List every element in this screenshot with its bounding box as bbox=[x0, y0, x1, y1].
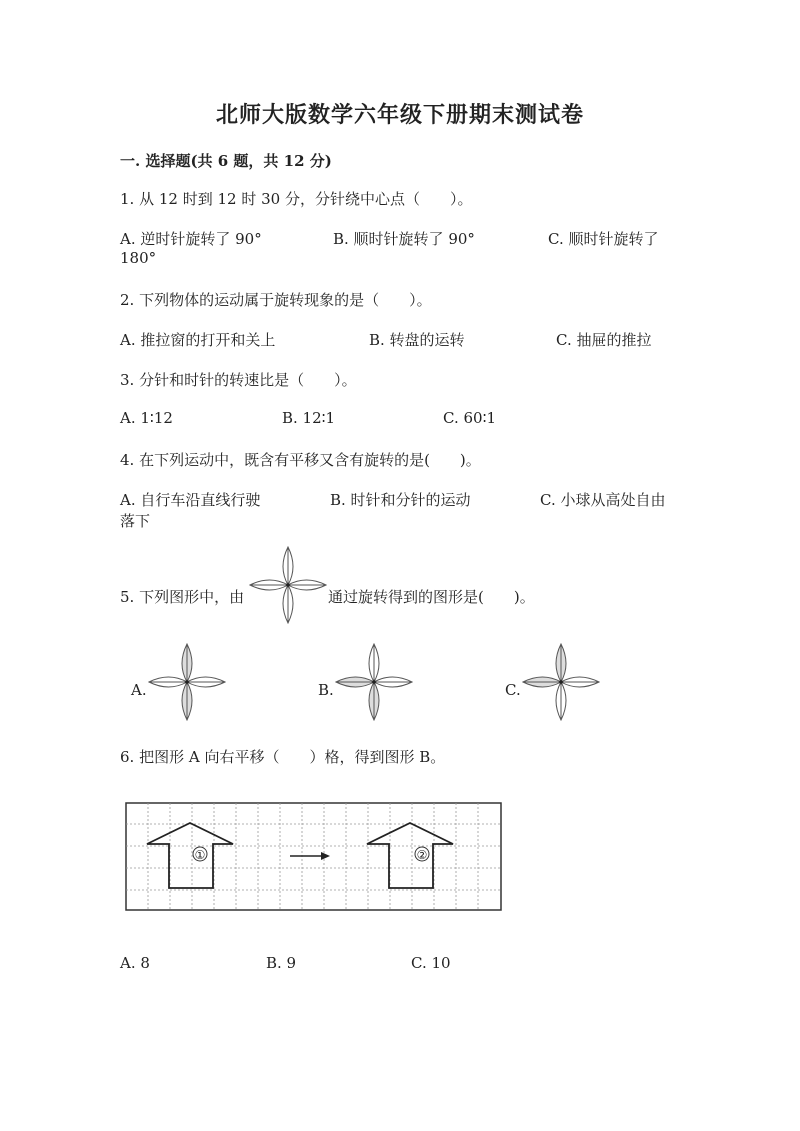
q4-option-c: C. 小球从高处自由 bbox=[540, 491, 666, 509]
q5-option-a: A. bbox=[131, 681, 147, 699]
page-title: 北师大版数学六年级下册期末测试卷 bbox=[215, 102, 584, 128]
question-6: 6. 把图形 A 向右平移（ ）格，得到图形 B。 bbox=[120, 748, 446, 766]
q6-option-c: C. 10 bbox=[411, 954, 451, 972]
question-2: 2. 下列物体的运动属于旋转现象的是（ ）。 bbox=[120, 291, 432, 309]
q4-option-a: A. 自行车沿直线行驶 bbox=[120, 491, 261, 509]
q1-option-c-cont: 180° bbox=[120, 249, 157, 267]
question-5-text-start: 5. 下列图形中，由 bbox=[120, 588, 245, 606]
shape-a-label: ① bbox=[194, 848, 206, 862]
flower-figure-a bbox=[147, 642, 227, 722]
q5-option-c: C. bbox=[505, 681, 521, 699]
question-1: 1. 从 12 时到 12 时 30 分，分针绕中心点（ ）。 bbox=[120, 190, 473, 208]
q1-option-c: C. 顺时针旋转了 bbox=[548, 230, 659, 248]
q4-option-c-cont: 落下 bbox=[120, 512, 151, 530]
q6-option-a: A. 8 bbox=[120, 954, 150, 972]
q3-option-c: C. 60∶1 bbox=[443, 409, 497, 427]
q3-option-b: B. 12∶1 bbox=[282, 409, 336, 427]
q2-option-c: C. 抽屉的推拉 bbox=[556, 331, 652, 349]
q2-option-b: B. 转盘的运转 bbox=[369, 331, 465, 349]
q1-option-a: A. 逆时针旋转了 90° bbox=[120, 230, 262, 248]
q2-option-a: A. 推拉窗的打开和关上 bbox=[120, 331, 276, 349]
flower-figure-original bbox=[248, 545, 328, 625]
q5-option-b: B. bbox=[318, 681, 334, 699]
q4-option-b: B. 时针和分针的运动 bbox=[330, 491, 471, 509]
q3-option-a: A. 1∶12 bbox=[120, 409, 173, 427]
translation-grid-figure bbox=[125, 802, 503, 912]
q1-option-b: B. 顺时针旋转了 90° bbox=[333, 230, 475, 248]
flower-figure-b bbox=[334, 642, 414, 722]
question-5-text-end: 通过旋转得到的图形是( )。 bbox=[328, 588, 535, 606]
section-heading: 一. 选择题(共 6 题，共 12 分) bbox=[120, 152, 332, 170]
q6-option-b: B. 9 bbox=[266, 954, 297, 972]
question-4: 4. 在下列运动中，既含有平移又含有旋转的是( )。 bbox=[120, 451, 481, 469]
question-3: 3. 分针和时针的转速比是（ ）。 bbox=[120, 371, 357, 389]
flower-figure-c bbox=[521, 642, 601, 722]
shape-b-label: ② bbox=[416, 848, 428, 862]
